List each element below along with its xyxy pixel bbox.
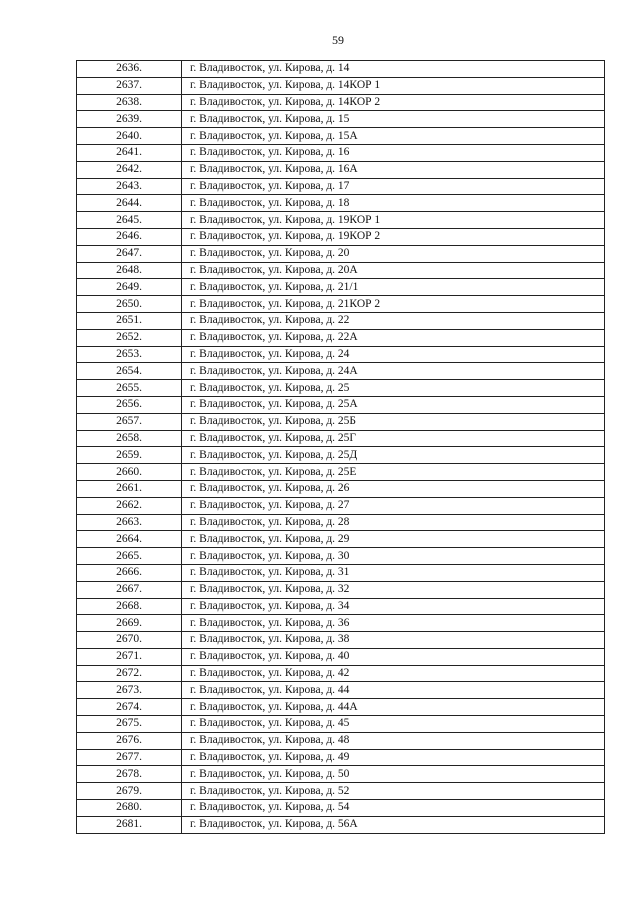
row-number-cell: 2653. [77,346,182,363]
table-row [77,749,605,766]
address-cell: г. Владивосток, ул. Кирова, д. 45 [182,716,605,733]
address-cell: г. Владивосток, ул. Кирова, д. 14КОР 2 [182,94,605,111]
address-cell: г. Владивосток, ул. Кирова, д. 15А [182,128,605,145]
table-row [77,447,605,464]
row-number-cell: 2670. [77,632,182,649]
address-cell: г. Владивосток, ул. Кирова, д. 24А [182,363,605,380]
row-number-cell: 2651. [77,312,182,329]
table-row [77,144,605,161]
address-cell: г. Владивосток, ул. Кирова, д. 36 [182,615,605,632]
row-number-cell: 2673. [77,682,182,699]
table-row [77,632,605,649]
row-number-cell: 2657. [77,413,182,430]
address-cell: г. Владивосток, ул. Кирова, д. 21КОР 2 [182,296,605,313]
row-number-cell: 2681. [77,816,182,833]
address-cell: г. Владивосток, ул. Кирова, д. 22А [182,329,605,346]
table-row [77,598,605,615]
table-row [77,816,605,833]
row-number-cell: 2667. [77,581,182,598]
address-cell: г. Владивосток, ул. Кирова, д. 50 [182,766,605,783]
row-number-cell: 2655. [77,380,182,397]
row-number-cell: 2664. [77,531,182,548]
address-cell: г. Владивосток, ул. Кирова, д. 25 [182,380,605,397]
table-row [77,161,605,178]
table-row [77,615,605,632]
table-row [77,212,605,229]
table-row [77,564,605,581]
table-row [77,61,605,78]
row-number-cell: 2671. [77,648,182,665]
row-number-cell: 2680. [77,800,182,817]
table-row [77,329,605,346]
row-number-cell: 2640. [77,128,182,145]
address-cell: г. Владивосток, ул. Кирова, д. 34 [182,598,605,615]
table-row [77,178,605,195]
table-row [77,128,605,145]
table-row [77,699,605,716]
address-cell: г. Владивосток, ул. Кирова, д. 26 [182,480,605,497]
address-cell: г. Владивосток, ул. Кирова, д. 56А [182,816,605,833]
row-number-cell: 2645. [77,212,182,229]
address-cell: г. Владивосток, ул. Кирова, д. 54 [182,800,605,817]
row-number-cell: 2648. [77,262,182,279]
row-number-cell: 2641. [77,144,182,161]
address-cell: г. Владивосток, ул. Кирова, д. 14КОР 1 [182,77,605,94]
address-cell: г. Владивосток, ул. Кирова, д. 40 [182,648,605,665]
row-number-cell: 2676. [77,732,182,749]
row-number-cell: 2659. [77,447,182,464]
table-row [77,766,605,783]
address-cell: г. Владивосток, ул. Кирова, д. 32 [182,581,605,598]
row-number-cell: 2666. [77,564,182,581]
table-row [77,716,605,733]
address-cell: г. Владивосток, ул. Кирова, д. 42 [182,665,605,682]
address-cell: г. Владивосток, ул. Кирова, д. 16А [182,161,605,178]
table-row [77,195,605,212]
table-row [77,77,605,94]
address-cell: г. Владивосток, ул. Кирова, д. 48 [182,732,605,749]
table-row [77,430,605,447]
table-row [77,581,605,598]
table-row [77,396,605,413]
row-number-cell: 2665. [77,548,182,565]
row-number-cell: 2668. [77,598,182,615]
row-number-cell: 2669. [77,615,182,632]
address-cell: г. Владивосток, ул. Кирова, д. 25Г [182,430,605,447]
table-row [77,363,605,380]
table-row [77,346,605,363]
table-row [77,279,605,296]
table-row [77,94,605,111]
row-number-cell: 2656. [77,396,182,413]
row-number-cell: 2637. [77,77,182,94]
row-number-cell: 2652. [77,329,182,346]
row-number-cell: 2636. [77,61,182,78]
table-row [77,262,605,279]
address-cell: г. Владивосток, ул. Кирова, д. 15 [182,111,605,128]
row-number-cell: 2675. [77,716,182,733]
row-number-cell: 2649. [77,279,182,296]
table-row [77,480,605,497]
address-cell: г. Владивосток, ул. Кирова, д. 21/1 [182,279,605,296]
table-row [77,682,605,699]
address-cell: г. Владивосток, ул. Кирова, д. 44 [182,682,605,699]
address-table [76,60,605,834]
row-number-cell: 2678. [77,766,182,783]
row-number-cell: 2643. [77,178,182,195]
table-row [77,514,605,531]
address-cell: г. Владивосток, ул. Кирова, д. 44А [182,699,605,716]
table-row [77,228,605,245]
row-number-cell: 2674. [77,699,182,716]
row-number-cell: 2646. [77,228,182,245]
address-cell: г. Владивосток, ул. Кирова, д. 20 [182,245,605,262]
row-number-cell: 2672. [77,665,182,682]
table-row [77,800,605,817]
address-cell: г. Владивосток, ул. Кирова, д. 38 [182,632,605,649]
row-number-cell: 2639. [77,111,182,128]
row-number-cell: 2650. [77,296,182,313]
table-row [77,548,605,565]
address-cell: г. Владивосток, ул. Кирова, д. 25Д [182,447,605,464]
table-row [77,497,605,514]
row-number-cell: 2642. [77,161,182,178]
row-number-cell: 2658. [77,430,182,447]
table-row [77,665,605,682]
page-number: 59 [332,33,344,47]
row-number-cell: 2677. [77,749,182,766]
table-row [77,732,605,749]
address-cell: г. Владивосток, ул. Кирова, д. 24 [182,346,605,363]
table-row [77,245,605,262]
row-number-cell: 2660. [77,464,182,481]
table-row [77,111,605,128]
address-cell: г. Владивосток, ул. Кирова, д. 49 [182,749,605,766]
row-number-cell: 2663. [77,514,182,531]
row-number-cell: 2662. [77,497,182,514]
row-number-cell: 2644. [77,195,182,212]
address-cell: г. Владивосток, ул. Кирова, д. 25А [182,396,605,413]
address-cell: г. Владивосток, ул. Кирова, д. 18 [182,195,605,212]
address-cell: г. Владивосток, ул. Кирова, д. 25Б [182,413,605,430]
table-row [77,783,605,800]
address-cell: г. Владивосток, ул. Кирова, д. 20А [182,262,605,279]
address-cell: г. Владивосток, ул. Кирова, д. 19КОР 1 [182,212,605,229]
table-row [77,464,605,481]
table-row [77,312,605,329]
address-cell: г. Владивосток, ул. Кирова, д. 25Е [182,464,605,481]
address-cell: г. Владивосток, ул. Кирова, д. 29 [182,531,605,548]
table-row [77,380,605,397]
address-cell: г. Владивосток, ул. Кирова, д. 52 [182,783,605,800]
address-cell: г. Владивосток, ул. Кирова, д. 19КОР 2 [182,228,605,245]
address-cell: г. Владивосток, ул. Кирова, д. 28 [182,514,605,531]
address-cell: г. Владивосток, ул. Кирова, д. 16 [182,144,605,161]
table-row [77,648,605,665]
address-cell: г. Владивосток, ул. Кирова, д. 30 [182,548,605,565]
table-row [77,531,605,548]
address-cell: г. Владивосток, ул. Кирова, д. 31 [182,564,605,581]
address-cell: г. Владивосток, ул. Кирова, д. 22 [182,312,605,329]
row-number-cell: 2679. [77,783,182,800]
address-table-body [77,61,605,834]
address-cell: г. Владивосток, ул. Кирова, д. 14 [182,61,605,78]
row-number-cell: 2654. [77,363,182,380]
table-row [77,296,605,313]
row-number-cell: 2647. [77,245,182,262]
address-cell: г. Владивосток, ул. Кирова, д. 17 [182,178,605,195]
row-number-cell: 2661. [77,480,182,497]
address-cell: г. Владивосток, ул. Кирова, д. 27 [182,497,605,514]
row-number-cell: 2638. [77,94,182,111]
table-row [77,413,605,430]
